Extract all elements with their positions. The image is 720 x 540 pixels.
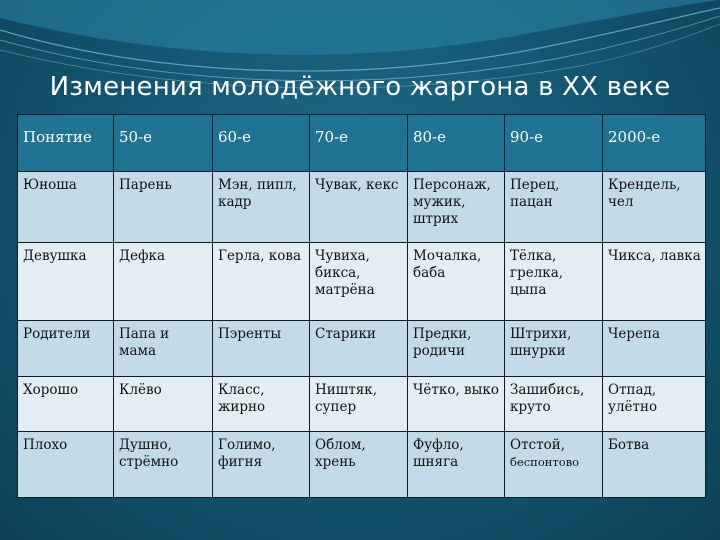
table-cell: Герла, кова: [213, 243, 310, 321]
table-cell: Тёлка, грелка, цыпа: [505, 243, 603, 321]
table-cell: Крендель, чел: [603, 172, 706, 243]
header-cell: Понятие: [18, 115, 114, 172]
table-row: [18, 377, 706, 432]
table-cell: Персонаж, мужик, штрих: [408, 172, 505, 243]
header-cell: 50-е: [114, 115, 213, 172]
table-cell: Парень: [114, 172, 213, 243]
table-cell: Предки, родичи: [408, 321, 505, 377]
table-cell: Чувак, кекс: [310, 172, 408, 243]
header-cell: 70-е: [310, 115, 408, 172]
table-cell: [505, 432, 603, 498]
table-cell: Папа и мама: [114, 321, 213, 377]
table-cell-text-small: беспонтово: [510, 455, 580, 469]
header-cell: 60-е: [213, 115, 310, 172]
table-cell: Ништяк, супер: [310, 377, 408, 432]
table-row: [18, 243, 706, 321]
table-cell: Класс, жирно: [213, 377, 310, 432]
table-cell: Чётко, выко: [408, 377, 505, 432]
table-cell: Мэн, пипл, кадр: [213, 172, 310, 243]
table-cell: Пэренты: [213, 321, 310, 377]
table-cell: Старики: [310, 321, 408, 377]
table-cell: Облом, хрень: [310, 432, 408, 498]
table-cell-text: Отстой,: [510, 437, 565, 453]
header-cell: 2000-е: [603, 115, 706, 172]
table-cell: Девушка: [18, 243, 114, 321]
slang-table: [17, 114, 706, 498]
table-row: [18, 172, 706, 243]
header-cell: 90-е: [505, 115, 603, 172]
table-cell: Черепа: [603, 321, 706, 377]
table-cell: Ботва: [603, 432, 706, 498]
table-cell: Штрихи, шнурки: [505, 321, 603, 377]
table-cell: Клёво: [114, 377, 213, 432]
table-cell: Мочалка, баба: [408, 243, 505, 321]
table-cell: Юноша: [18, 172, 114, 243]
table-cell: Перец, пацан: [505, 172, 603, 243]
table-cell: Душно, стрёмно: [114, 432, 213, 498]
slide-title: Изменения молодёжного жаргона в XX веке: [49, 72, 671, 102]
table-header-row: [18, 115, 706, 172]
table-cell: Отпад, улётно: [603, 377, 706, 432]
table-cell: Голимо, фигня: [213, 432, 310, 498]
table-row: [18, 432, 706, 498]
table-row: [18, 321, 706, 377]
table-cell: Фуфло, шняга: [408, 432, 505, 498]
table-cell: Чикса, лавка: [603, 243, 706, 321]
table-cell: Родители: [18, 321, 114, 377]
header-cell: 80-е: [408, 115, 505, 172]
table-cell: Хорошо: [18, 377, 114, 432]
table-cell: Дефка: [114, 243, 213, 321]
table-cell: Чувиха, бикса, матрёна: [310, 243, 408, 321]
table-cell: Плохо: [18, 432, 114, 498]
table-cell: Зашибись, круто: [505, 377, 603, 432]
